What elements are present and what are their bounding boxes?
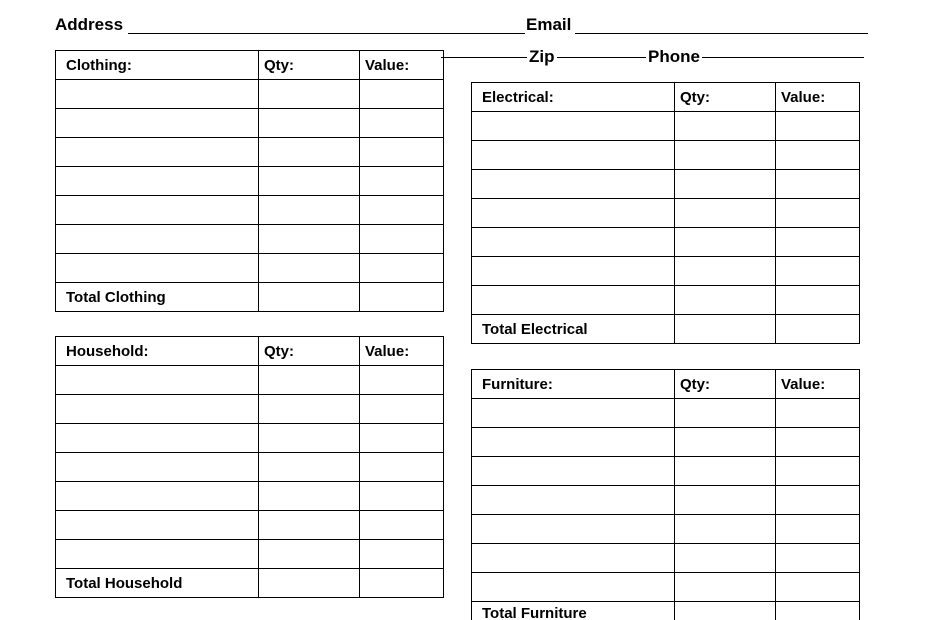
total-row <box>472 315 860 344</box>
table-row <box>472 257 860 286</box>
total-value-cell[interactable] <box>776 315 860 344</box>
table-row <box>56 453 444 482</box>
table-row <box>56 424 444 453</box>
item-cell[interactable] <box>56 395 259 424</box>
qty-cell[interactable] <box>259 511 360 540</box>
qty-cell[interactable] <box>675 170 776 199</box>
item-cell[interactable] <box>472 573 675 602</box>
qty-cell[interactable] <box>259 138 360 167</box>
item-cell[interactable] <box>56 511 259 540</box>
table-header-row <box>56 51 444 80</box>
total-value-cell[interactable] <box>360 569 444 598</box>
item-cell[interactable] <box>472 286 675 315</box>
item-cell[interactable] <box>56 540 259 569</box>
electrical-header: Electrical: <box>472 83 675 112</box>
value-header: Value: <box>360 337 444 366</box>
table-row <box>472 199 860 228</box>
item-cell[interactable] <box>472 486 675 515</box>
furniture-header: Furniture: <box>472 370 675 399</box>
item-cell[interactable] <box>56 424 259 453</box>
address-field[interactable] <box>128 33 525 34</box>
item-cell[interactable] <box>472 112 675 141</box>
item-cell[interactable] <box>56 138 259 167</box>
table-row <box>56 366 444 395</box>
qty-cell[interactable] <box>259 424 360 453</box>
value-cell[interactable] <box>360 167 444 196</box>
household-table <box>55 336 444 598</box>
value-cell[interactable] <box>776 257 860 286</box>
qty-cell[interactable] <box>259 453 360 482</box>
table-row <box>56 167 444 196</box>
value-cell[interactable] <box>776 112 860 141</box>
item-cell[interactable] <box>472 141 675 170</box>
value-cell[interactable] <box>360 196 444 225</box>
total-electrical-label: Total Electrical <box>472 315 675 344</box>
item-cell[interactable] <box>472 399 675 428</box>
qty-cell[interactable] <box>259 196 360 225</box>
qty-cell[interactable] <box>259 395 360 424</box>
value-cell[interactable] <box>360 109 444 138</box>
furniture-table <box>471 369 860 620</box>
table-row <box>472 228 860 257</box>
value-cell[interactable] <box>360 395 444 424</box>
table-row <box>472 486 860 515</box>
table-row <box>56 511 444 540</box>
qty-cell[interactable] <box>259 225 360 254</box>
total-row <box>472 602 860 620</box>
value-cell[interactable] <box>360 366 444 395</box>
value-cell[interactable] <box>360 540 444 569</box>
total-qty-cell[interactable] <box>259 569 360 598</box>
email-label: Email <box>526 15 572 34</box>
value-cell[interactable] <box>776 228 860 257</box>
qty-cell[interactable] <box>675 141 776 170</box>
qty-cell[interactable] <box>259 167 360 196</box>
item-cell[interactable] <box>56 80 259 109</box>
value-header: Value: <box>776 370 860 399</box>
total-row <box>56 283 444 312</box>
table-row <box>472 573 860 602</box>
item-cell[interactable] <box>472 170 675 199</box>
table-row <box>472 544 860 573</box>
total-clothing-label: Total Clothing <box>56 283 259 312</box>
qty-cell[interactable] <box>259 254 360 283</box>
value-cell[interactable] <box>776 286 860 315</box>
table-header-row <box>472 370 860 399</box>
qty-cell[interactable] <box>675 257 776 286</box>
table-row <box>472 170 860 199</box>
qty-cell[interactable] <box>675 486 776 515</box>
table-row <box>56 395 444 424</box>
qty-header: Qty: <box>259 337 360 366</box>
table-row <box>56 540 444 569</box>
table-header-row <box>472 83 860 112</box>
table-row <box>56 225 444 254</box>
value-cell[interactable] <box>360 424 444 453</box>
qty-cell[interactable] <box>675 457 776 486</box>
qty-cell[interactable] <box>675 199 776 228</box>
qty-cell[interactable] <box>259 482 360 511</box>
value-cell[interactable] <box>776 573 860 602</box>
table-header-row <box>56 337 444 366</box>
value-cell[interactable] <box>776 428 860 457</box>
value-cell[interactable] <box>776 170 860 199</box>
qty-cell[interactable] <box>259 540 360 569</box>
table-row <box>472 112 860 141</box>
item-cell[interactable] <box>472 515 675 544</box>
phone-label: Phone <box>648 47 700 66</box>
table-row <box>56 138 444 167</box>
item-cell[interactable] <box>472 228 675 257</box>
value-cell[interactable] <box>360 482 444 511</box>
table-row <box>56 196 444 225</box>
qty-cell[interactable] <box>675 228 776 257</box>
electrical-table <box>471 82 860 344</box>
total-value-cell[interactable] <box>776 602 860 620</box>
item-cell[interactable] <box>56 225 259 254</box>
clothing-header: Clothing: <box>56 51 259 80</box>
total-furniture-label: Total Furniture <box>472 602 675 620</box>
table-row <box>56 80 444 109</box>
item-cell[interactable] <box>56 366 259 395</box>
table-row <box>472 399 860 428</box>
address-label: Address <box>55 15 124 34</box>
item-cell[interactable] <box>472 199 675 228</box>
value-header: Value: <box>776 83 860 112</box>
clothing-table <box>55 50 444 312</box>
total-row <box>56 569 444 598</box>
value-cell[interactable] <box>360 225 444 254</box>
table-row <box>472 286 860 315</box>
item-cell[interactable] <box>472 544 675 573</box>
value-cell[interactable] <box>360 254 444 283</box>
qty-cell[interactable] <box>259 109 360 138</box>
qty-header: Qty: <box>259 51 360 80</box>
qty-cell[interactable] <box>675 573 776 602</box>
total-value-cell[interactable] <box>360 283 444 312</box>
qty-cell[interactable] <box>675 286 776 315</box>
qty-cell[interactable] <box>259 80 360 109</box>
household-header: Household: <box>56 337 259 366</box>
item-cell[interactable] <box>472 457 675 486</box>
value-cell[interactable] <box>776 141 860 170</box>
total-qty-cell[interactable] <box>675 315 776 344</box>
qty-header: Qty: <box>675 370 776 399</box>
qty-cell[interactable] <box>675 428 776 457</box>
item-cell[interactable] <box>472 428 675 457</box>
value-header: Value: <box>360 51 444 80</box>
total-household-label: Total Household <box>56 569 259 598</box>
total-qty-cell[interactable] <box>259 283 360 312</box>
value-cell[interactable] <box>776 199 860 228</box>
item-cell[interactable] <box>472 257 675 286</box>
qty-cell[interactable] <box>675 544 776 573</box>
item-cell[interactable] <box>56 482 259 511</box>
table-row <box>472 428 860 457</box>
item-cell[interactable] <box>56 167 259 196</box>
value-cell[interactable] <box>360 511 444 540</box>
value-cell[interactable] <box>776 544 860 573</box>
qty-header: Qty: <box>675 83 776 112</box>
qty-cell[interactable] <box>675 112 776 141</box>
item-cell[interactable] <box>56 196 259 225</box>
value-cell[interactable] <box>776 486 860 515</box>
item-cell[interactable] <box>56 254 259 283</box>
value-cell[interactable] <box>776 399 860 428</box>
qty-cell[interactable] <box>259 366 360 395</box>
value-cell[interactable] <box>360 80 444 109</box>
table-row <box>56 254 444 283</box>
table-row <box>472 515 860 544</box>
table-row <box>472 141 860 170</box>
value-cell[interactable] <box>776 515 860 544</box>
table-row <box>472 457 860 486</box>
furniture-table-clip <box>471 369 861 620</box>
zip-label: Zip <box>529 47 555 66</box>
qty-cell[interactable] <box>675 399 776 428</box>
qty-cell[interactable] <box>675 515 776 544</box>
item-cell[interactable] <box>56 453 259 482</box>
table-row <box>56 109 444 138</box>
value-cell[interactable] <box>776 457 860 486</box>
value-cell[interactable] <box>360 138 444 167</box>
item-cell[interactable] <box>56 109 259 138</box>
email-field[interactable] <box>575 33 868 34</box>
total-qty-cell[interactable] <box>675 602 776 620</box>
table-row <box>56 482 444 511</box>
value-cell[interactable] <box>360 453 444 482</box>
